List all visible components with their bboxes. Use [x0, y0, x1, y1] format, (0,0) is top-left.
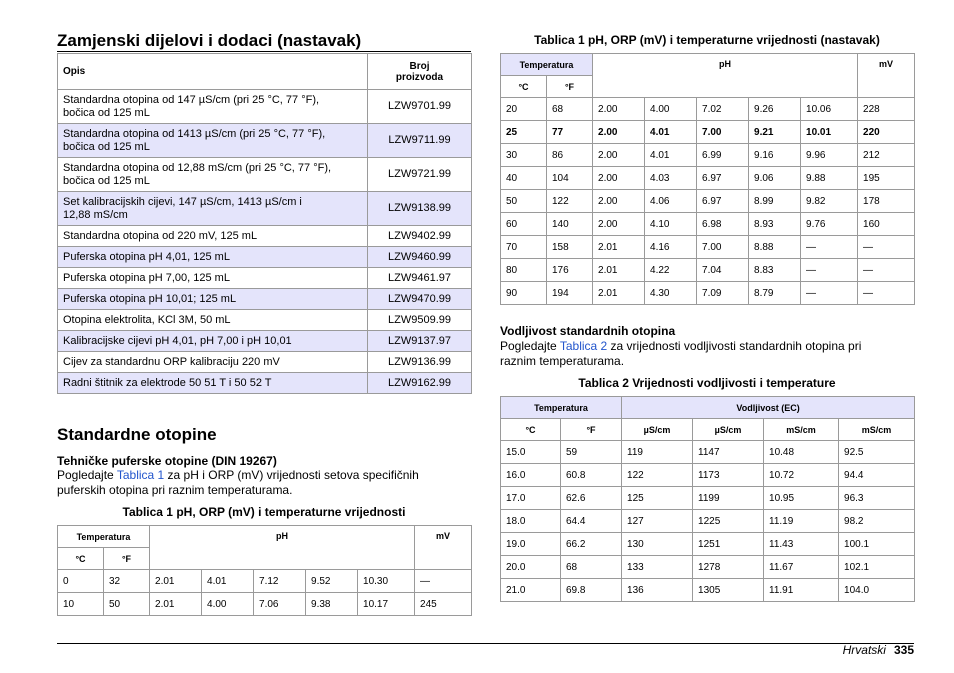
table-cell: 2.01: [593, 259, 645, 282]
col-header-celsius: °C: [501, 419, 561, 441]
table-row: [58, 268, 472, 289]
section-heading-spare-parts: Zamjenski dijelovi i dodaci (nastavak): [57, 31, 362, 50]
table-cell: 2.01: [593, 282, 645, 305]
table-cell: 158: [547, 236, 593, 259]
table-row: [501, 579, 915, 602]
col-header-fahrenheit: °F: [547, 76, 593, 98]
table-cell: 160: [858, 213, 915, 236]
table-cell: 11.19: [764, 510, 839, 533]
table-cell: 130: [622, 533, 693, 556]
table-cell: 8.99: [749, 190, 801, 213]
table-row: [501, 556, 915, 579]
table-cell: —: [801, 282, 858, 305]
table-cell: 7.00: [697, 236, 749, 259]
link-table-1[interactable]: Tablica 1: [116, 468, 165, 482]
col-header-temperature: Temperatura: [58, 526, 150, 548]
table-cell: 133: [622, 556, 693, 579]
col-header-us-cm-2: µS/cm: [693, 419, 764, 441]
table-cell: 220: [858, 121, 915, 144]
table-cell: 70: [501, 236, 547, 259]
table-cell: 7.12: [254, 570, 306, 593]
table-cell: 9.06: [749, 167, 801, 190]
col-header-temperature: Temperatura: [501, 397, 622, 419]
table-cell: 122: [622, 464, 693, 487]
table-cell: 1225: [693, 510, 764, 533]
table-row: [501, 487, 915, 510]
col-header-conductivity: Vodljivost (EC): [622, 397, 915, 419]
table-cell: 68: [561, 556, 622, 579]
table-cell: 4.10: [645, 213, 697, 236]
part-description: Standardna otopina od 147 µS/cm (pri 25 °C, 77 °F), bočica od 125 mL: [58, 90, 368, 124]
table-cell: 15.0: [501, 441, 561, 464]
table-cell: 8.88: [749, 236, 801, 259]
col-header-product-number: Broj proizvoda: [368, 54, 472, 90]
table-row: [501, 144, 915, 167]
table-cell: 212: [858, 144, 915, 167]
table-cell: 104.0: [839, 579, 915, 602]
table-cell: 66.2: [561, 533, 622, 556]
table-cell: 94.4: [839, 464, 915, 487]
table-cell: 1278: [693, 556, 764, 579]
table-cell: 136: [622, 579, 693, 602]
table-cell: 2.00: [593, 98, 645, 121]
table-cell: 2.01: [593, 236, 645, 259]
table-cell: 9.21: [749, 121, 801, 144]
link-table-2[interactable]: Tablica 2: [559, 339, 608, 353]
table-cell: 32: [104, 570, 150, 593]
table-cell: 86: [547, 144, 593, 167]
col-header-celsius: °C: [58, 548, 104, 570]
table-cell: 127: [622, 510, 693, 533]
table-cell: 7.06: [254, 593, 306, 616]
table-cell: 2.00: [593, 144, 645, 167]
table-row: [501, 190, 915, 213]
part-description: Otopina elektrolita, KCl 3M, 50 mL: [58, 310, 368, 331]
table-cell: 64.4: [561, 510, 622, 533]
table-cell: —: [801, 236, 858, 259]
paragraph-buffers: Pogledajte Tablica 1 za pH i ORP (mV) vrijednosti setova specifičnih puferskih otopina pri raznim temperaturama.: [57, 468, 419, 497]
table-cell: 9.88: [801, 167, 858, 190]
table-cell: 4.16: [645, 236, 697, 259]
ph-table-right: [500, 53, 915, 305]
table-row: [58, 352, 472, 373]
table-cell: 9.96: [801, 144, 858, 167]
table-cell: 17.0: [501, 487, 561, 510]
table-row: [501, 259, 915, 282]
table-cell: 100.1: [839, 533, 915, 556]
table-row: [501, 464, 915, 487]
part-number: LZW9136.99: [368, 352, 472, 373]
table-cell: 125: [622, 487, 693, 510]
table-cell: 7.00: [697, 121, 749, 144]
table-cell: 59: [561, 441, 622, 464]
table-cell: 7.09: [697, 282, 749, 305]
part-number: LZW9461.97: [368, 268, 472, 289]
table-cell: 10.95: [764, 487, 839, 510]
table-row: [58, 373, 472, 394]
table-cell: 10.01: [801, 121, 858, 144]
table-cell: 1147: [693, 441, 764, 464]
col-header-temperature: Temperatura: [501, 54, 593, 76]
table-cell: 4.01: [645, 121, 697, 144]
table-cell: 9.52: [306, 570, 358, 593]
table-cell: 69.8: [561, 579, 622, 602]
table-cell: 10.30: [358, 570, 415, 593]
col-header-fahrenheit: °F: [104, 548, 150, 570]
part-number: LZW9470.99: [368, 289, 472, 310]
table-cell: 228: [858, 98, 915, 121]
table-cell: 1251: [693, 533, 764, 556]
table-cell: 2.00: [593, 190, 645, 213]
table-cell: 9.82: [801, 190, 858, 213]
part-description: Set kalibracijskih cijevi, 147 µS/cm, 1413 µS/cm i 12,88 mS/cm: [58, 192, 368, 226]
part-description: Standardna otopina od 12,88 mS/cm (pri 25 °C, 77 °F), bočica od 125 mL: [58, 158, 368, 192]
table-row: [501, 533, 915, 556]
table-cell: 10.17: [358, 593, 415, 616]
table-cell: 40: [501, 167, 547, 190]
table-cell: 4.01: [645, 144, 697, 167]
col-header-us-cm-1: µS/cm: [622, 419, 693, 441]
table-cell: 18.0: [501, 510, 561, 533]
table-cell: 20: [501, 98, 547, 121]
table-cell: 9.76: [801, 213, 858, 236]
table-cell: 195: [858, 167, 915, 190]
table-cell: —: [801, 259, 858, 282]
table-cell: 4.01: [202, 570, 254, 593]
table-cell: 7.04: [697, 259, 749, 282]
table-cell: 8.93: [749, 213, 801, 236]
table-cell: 102.1: [839, 556, 915, 579]
part-description: Standardna otopina od 220 mV, 125 mL: [58, 226, 368, 247]
table-1-continued-caption: Tablica 1 pH, ORP (mV) i temperaturne vrijednosti (nastavak): [534, 33, 880, 47]
part-number: LZW9721.99: [368, 158, 472, 192]
table-cell: 25: [501, 121, 547, 144]
heading-rule: [57, 51, 471, 52]
table-row: [501, 441, 915, 464]
table-cell: 96.3: [839, 487, 915, 510]
part-description: Standardna otopina od 1413 µS/cm (pri 25 °C, 77 °F), bočica od 125 mL: [58, 124, 368, 158]
table-cell: 20.0: [501, 556, 561, 579]
part-number: LZW9138.99: [368, 192, 472, 226]
table-cell: 9.38: [306, 593, 358, 616]
table-cell: 6.97: [697, 190, 749, 213]
table-cell: 60: [501, 213, 547, 236]
table-row: [58, 158, 472, 192]
table-cell: 9.26: [749, 98, 801, 121]
table-cell: 10.72: [764, 464, 839, 487]
table-row: [58, 593, 472, 616]
table-cell: 16.0: [501, 464, 561, 487]
table-cell: 62.6: [561, 487, 622, 510]
part-number: LZW9509.99: [368, 310, 472, 331]
page-footer: [843, 643, 914, 657]
table-row: [58, 192, 472, 226]
col-header-mv: mV: [415, 526, 472, 570]
subheading-buffers: Tehničke puferske otopine (DIN 19267): [57, 454, 277, 468]
table-cell: 104: [547, 167, 593, 190]
col-header-celsius: °C: [501, 76, 547, 98]
table-cell: 98.2: [839, 510, 915, 533]
table-cell: 10: [58, 593, 104, 616]
table-cell: 245: [415, 593, 472, 616]
subheading-conductivity: Vodljivost standardnih otopina: [500, 324, 676, 338]
conductivity-table: [500, 396, 915, 602]
footer-language: Hrvatski: [842, 643, 886, 657]
table-cell: 50: [104, 593, 150, 616]
table-cell: 10.48: [764, 441, 839, 464]
table-cell: 7.02: [697, 98, 749, 121]
table-cell: 21.0: [501, 579, 561, 602]
table-cell: 2.01: [150, 593, 202, 616]
section-heading-standard-solutions: Standardne otopine: [57, 425, 217, 444]
part-description: Cijev za standardnu ORP kalibraciju 220 mV: [58, 352, 368, 373]
table-cell: 1305: [693, 579, 764, 602]
table-cell: 2.00: [593, 213, 645, 236]
table-cell: 4.00: [645, 98, 697, 121]
part-number: LZW9460.99: [368, 247, 472, 268]
table-cell: 4.03: [645, 167, 697, 190]
table-row: [501, 121, 915, 144]
part-number: LZW9162.99: [368, 373, 472, 394]
table-cell: 68: [547, 98, 593, 121]
spare-parts-table: [57, 53, 472, 394]
table-row: [501, 167, 915, 190]
col-header-ms-cm-1: mS/cm: [764, 419, 839, 441]
table-cell: 10.06: [801, 98, 858, 121]
table-row: [501, 213, 915, 236]
table-row: [501, 236, 915, 259]
table-cell: 140: [547, 213, 593, 236]
part-description: Puferska otopina pH 4,01, 125 mL: [58, 247, 368, 268]
table-row: [58, 289, 472, 310]
table-row: [58, 570, 472, 593]
table-row: [58, 310, 472, 331]
table-cell: 178: [858, 190, 915, 213]
table-cell: 1199: [693, 487, 764, 510]
table-row: [501, 510, 915, 533]
table-cell: 6.99: [697, 144, 749, 167]
table-cell: 8.79: [749, 282, 801, 305]
col-header-fahrenheit: °F: [561, 419, 622, 441]
part-description: Puferska otopina pH 10,01; 125 mL: [58, 289, 368, 310]
table-row: [58, 331, 472, 352]
part-description: Radni štitnik za elektrode 50 51 T i 50 52 T: [58, 373, 368, 394]
table-cell: 8.83: [749, 259, 801, 282]
table-2-caption: Tablica 2 Vrijednosti vodljivosti i temperature: [578, 376, 836, 390]
col-header-description: Opis: [58, 54, 368, 90]
table-cell: 11.67: [764, 556, 839, 579]
paragraph-conductivity: Pogledajte Tablica 2 za vrijednosti vodljivosti standardnih otopina pri raznim temperaturama.: [500, 339, 862, 368]
table-cell: —: [858, 236, 915, 259]
part-description: Puferska otopina pH 7,00, 125 mL: [58, 268, 368, 289]
table-cell: 0: [58, 570, 104, 593]
table-cell: 176: [547, 259, 593, 282]
part-number: LZW9137.97: [368, 331, 472, 352]
table-cell: 122: [547, 190, 593, 213]
table-cell: 4.22: [645, 259, 697, 282]
table-cell: 50: [501, 190, 547, 213]
table-cell: 77: [547, 121, 593, 144]
table-cell: 4.30: [645, 282, 697, 305]
part-number: LZW9402.99: [368, 226, 472, 247]
table-row: [58, 226, 472, 247]
table-cell: 2.01: [150, 570, 202, 593]
ph-table-left: [57, 525, 472, 616]
table-cell: 90: [501, 282, 547, 305]
table-cell: 9.16: [749, 144, 801, 167]
table-cell: —: [858, 282, 915, 305]
table-cell: 4.00: [202, 593, 254, 616]
table-row: [58, 247, 472, 268]
col-header-ms-cm-2: mS/cm: [839, 419, 915, 441]
part-description: Kalibracijske cijevi pH 4,01, pH 7,00 i pH 10,01: [58, 331, 368, 352]
table-cell: 30: [501, 144, 547, 167]
table-cell: —: [415, 570, 472, 593]
table-cell: 4.06: [645, 190, 697, 213]
footer-rule: [57, 643, 914, 644]
col-header-ph: pH: [593, 54, 858, 98]
table-cell: 2.00: [593, 121, 645, 144]
col-header-mv: mV: [858, 54, 915, 98]
table-row: [501, 282, 915, 305]
table-cell: 92.5: [839, 441, 915, 464]
table-row: [58, 90, 472, 124]
table-cell: 11.43: [764, 533, 839, 556]
page-number: 335: [893, 643, 914, 657]
table-cell: 60.8: [561, 464, 622, 487]
table-row: [501, 98, 915, 121]
table-cell: 2.00: [593, 167, 645, 190]
table-cell: 6.98: [697, 213, 749, 236]
col-header-ph: pH: [150, 526, 415, 570]
table-1-caption: Tablica 1 pH, ORP (mV) i temperaturne vrijednosti: [122, 505, 406, 519]
part-number: LZW9711.99: [368, 124, 472, 158]
table-row: [58, 124, 472, 158]
table-cell: 80: [501, 259, 547, 282]
part-number: LZW9701.99: [368, 90, 472, 124]
table-cell: —: [858, 259, 915, 282]
table-cell: 6.97: [697, 167, 749, 190]
table-cell: 11.91: [764, 579, 839, 602]
table-cell: 119: [622, 441, 693, 464]
table-cell: 1173: [693, 464, 764, 487]
table-cell: 194: [547, 282, 593, 305]
table-cell: 19.0: [501, 533, 561, 556]
